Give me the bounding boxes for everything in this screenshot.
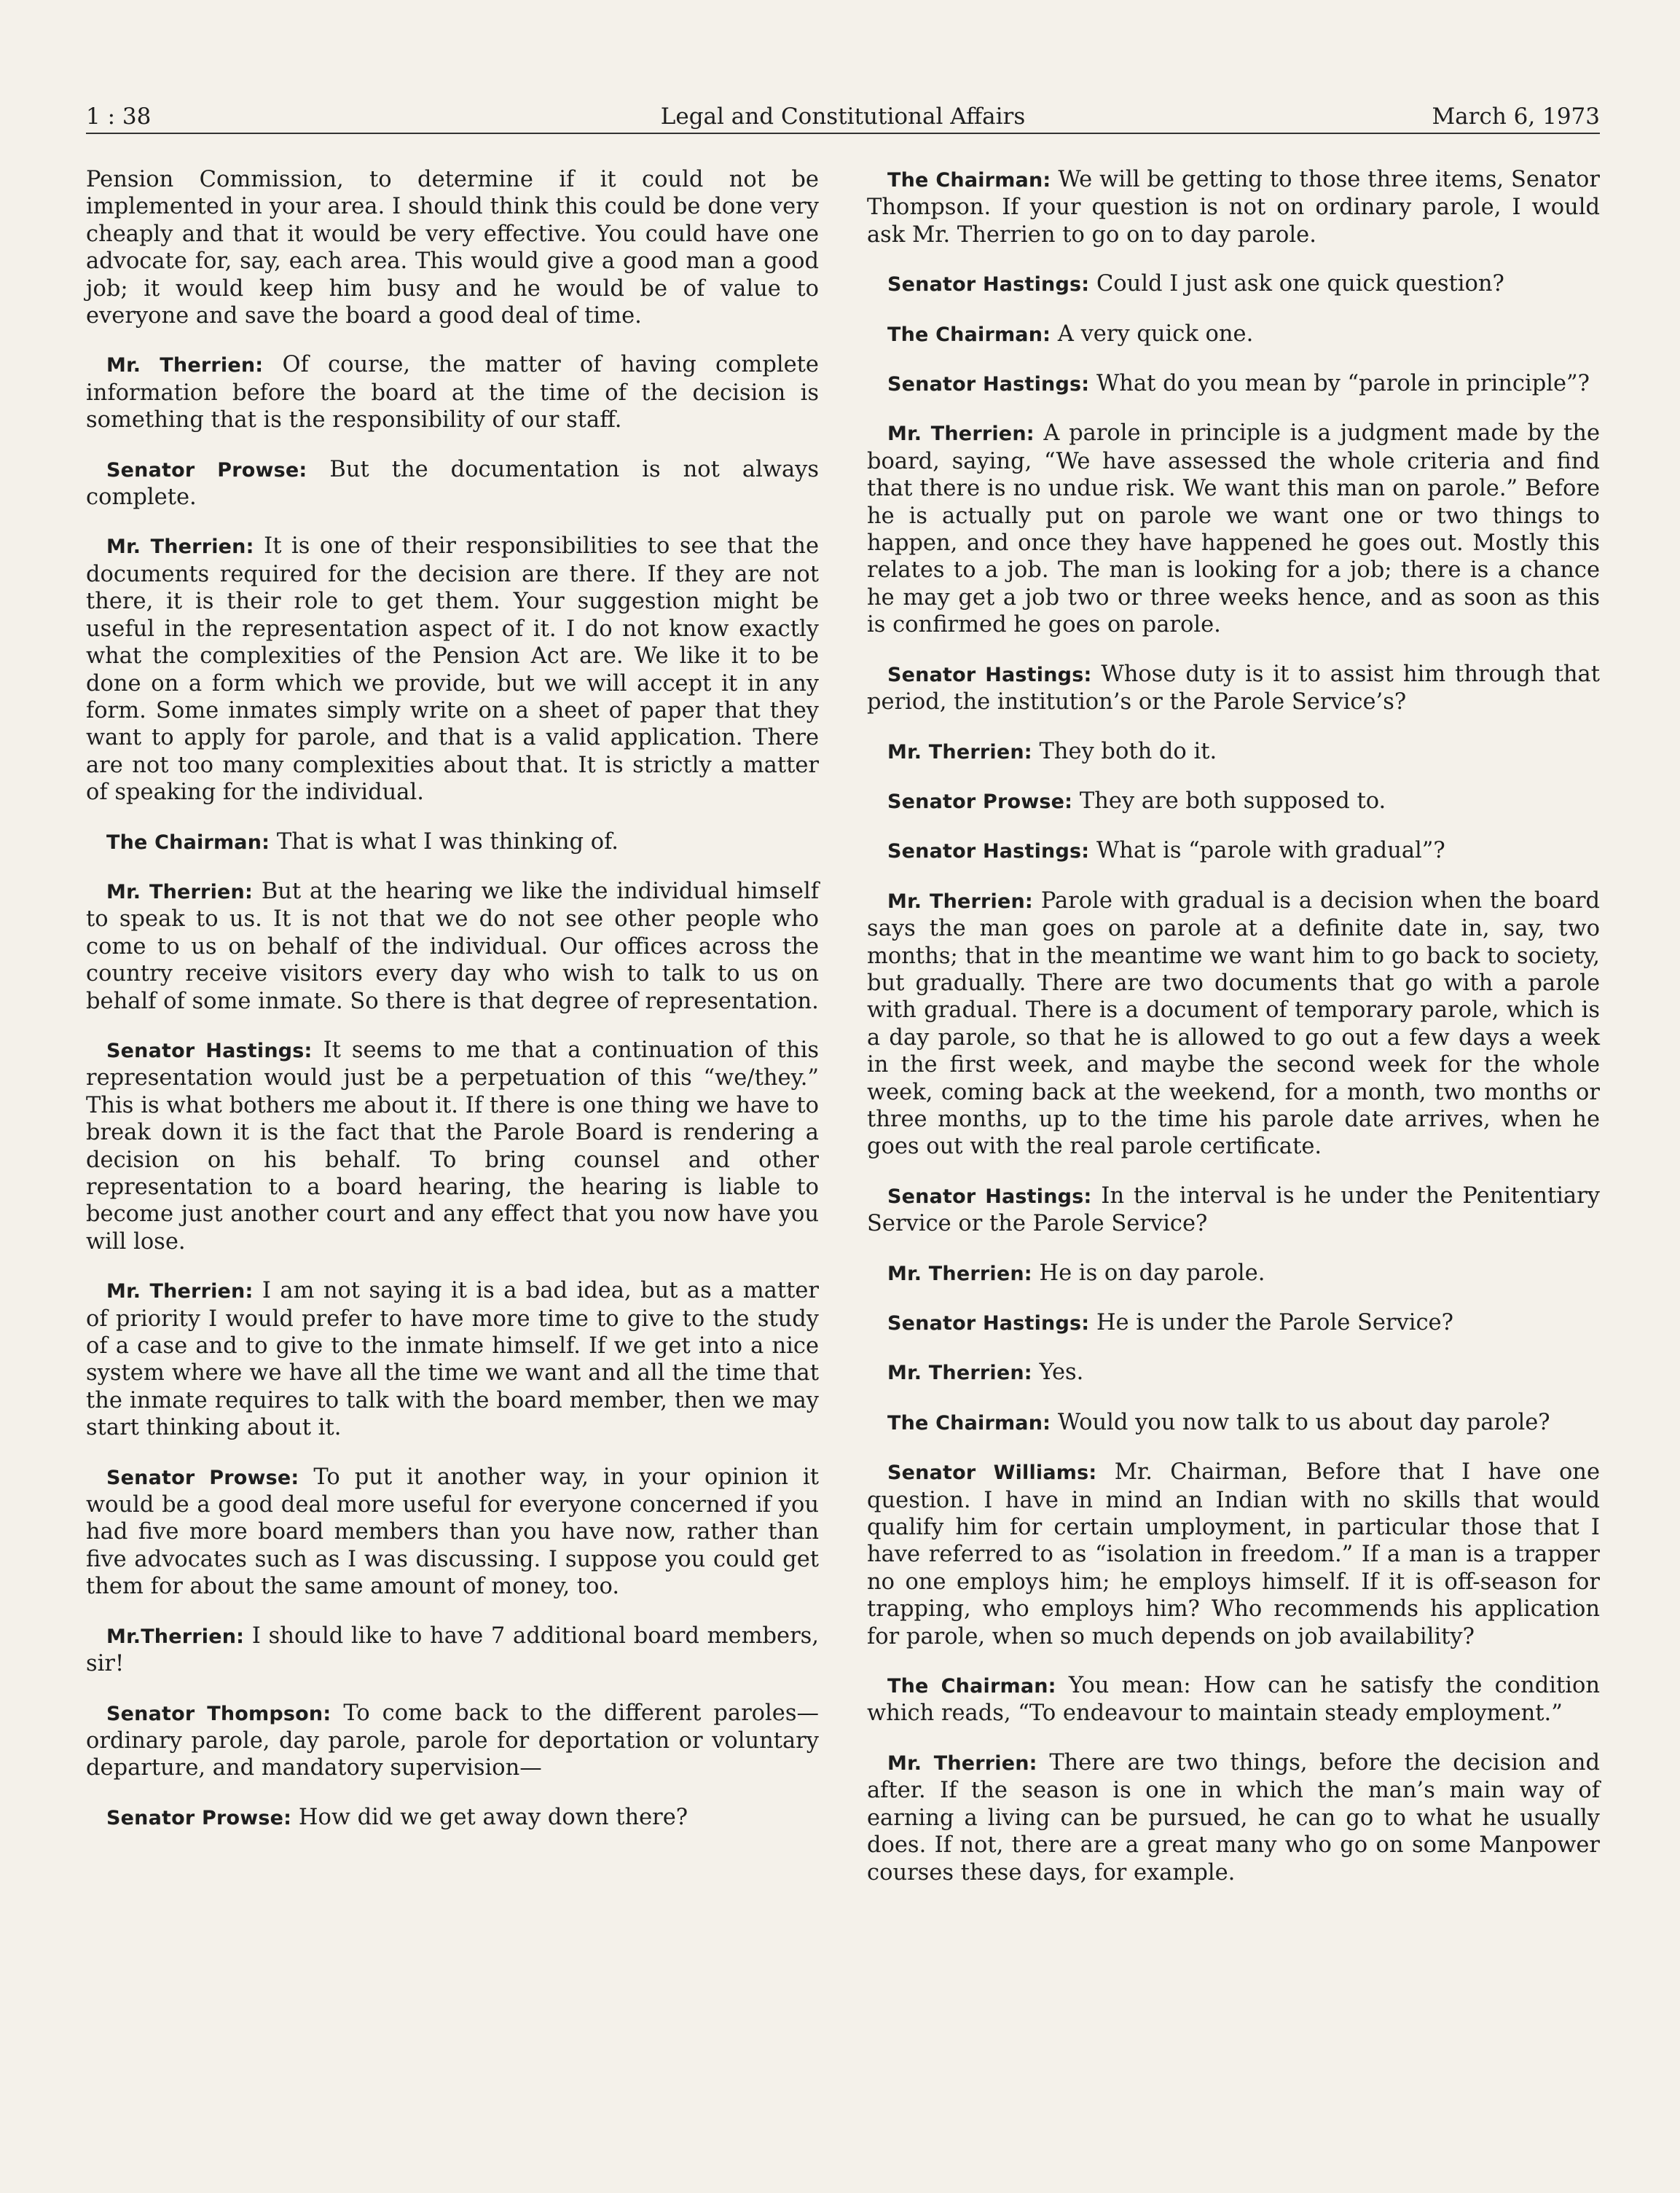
paragraph-text: That is what I was thinking of. bbox=[276, 828, 619, 855]
speaker-label: The Chairman: bbox=[887, 169, 1051, 192]
paragraph bbox=[867, 270, 1600, 298]
paragraph bbox=[867, 1182, 1600, 1238]
paragraph bbox=[86, 1700, 819, 1782]
paragraph-text: But at the hearing we like the individual himself to speak to us. It is not that we do not see other people who come to us on behalf of the individual. Our offices across the country receive visitors every day who wish to talk to us on behalf of some inmate. So there is that degree of representation. bbox=[86, 878, 819, 1014]
paragraph-text: What is “parole with gradual”? bbox=[1096, 838, 1445, 864]
paragraph-text: It seems to me that a continuation of this representation would just be a perpetuation of this “we/they.” This is what bothers me about it. If there is one thing we have to break down it is the fact that the Parole Board is rendering a decision on his behalf. To bring counsel and other representation to a board hearing, the hearing is liable to become just another court and any effect that you now have you will lose. bbox=[86, 1037, 819, 1255]
right-column bbox=[867, 166, 1600, 1908]
paragraph bbox=[867, 1359, 1600, 1386]
paragraph-text: How did we get away down there? bbox=[298, 1804, 688, 1830]
paragraph bbox=[867, 1409, 1600, 1437]
speaker-label: Senator Hastings: bbox=[887, 1185, 1092, 1208]
speaker-label: Mr. Therrien: bbox=[887, 423, 1035, 446]
paragraph-text: There are two things, before the decision and after. If the season is one in which the man’s main way of earning a living can be pursued, he can go to what he usually does. If not, there are a great many who go on some Manpower courses these days, for example. bbox=[867, 1749, 1600, 1886]
speaker-label: Mr. Therrien: bbox=[106, 354, 264, 377]
paragraph bbox=[867, 738, 1600, 766]
paragraph-text: Pension Commission, to determine if it could not be implemented in your area. I should think this could be done very cheaply and that it would be very effective. You could have one advocate for, say, each area. This would give a good man a good job; it would keep him busy and he would be of value to everyone and save the board a good deal of time. bbox=[86, 167, 819, 329]
paragraph bbox=[867, 1672, 1600, 1727]
paragraph bbox=[867, 166, 1600, 248]
paragraph bbox=[86, 166, 819, 329]
speaker-label: Senator Hastings: bbox=[887, 373, 1090, 396]
speaker-label: The Chairman: bbox=[887, 323, 1051, 346]
speaker-label: Mr. Therrien: bbox=[106, 880, 253, 903]
speaker-label: The Chairman: bbox=[887, 1411, 1051, 1435]
speaker-label: Senator Hastings: bbox=[887, 663, 1092, 686]
paragraph bbox=[867, 1749, 1600, 1886]
speaker-label: Mr. Therrien: bbox=[887, 1362, 1032, 1385]
paragraph bbox=[86, 828, 819, 856]
paragraph bbox=[867, 788, 1600, 815]
paragraph-text: Mr. Chairman, Before that I have one question. I have in mind an Indian with no skills that would qualify him for certain umployment, in particular those that I have referred to as “isolation in freedom.” If a man is a trapper no one employs him; he employs himself. If it is off-season for trapping, who employs him? Who recommends his application for parole, when so much depends on job availability? bbox=[867, 1459, 1600, 1649]
paragraph-text: They are both supposed to. bbox=[1079, 788, 1386, 814]
paragraph-text: I should like to have 7 additional board members, sir! bbox=[86, 1623, 820, 1677]
paragraph-text: To put it another way, in your opinion it would be a good deal more useful for everyone concerned if you had five more board members than you have now, rather than five advocates such as I was discussing. I suppose you could get them for about the same amount of money, too. bbox=[86, 1464, 819, 1600]
paragraph-text: A very quick one. bbox=[1057, 321, 1254, 347]
paragraph-text: Would you now talk to us about day parole? bbox=[1057, 1409, 1550, 1435]
paragraph bbox=[86, 1037, 819, 1255]
speaker-label: Mr. Therrien: bbox=[887, 740, 1032, 764]
paragraph bbox=[86, 456, 819, 511]
speaker-label: Mr. Therrien: bbox=[887, 1751, 1037, 1775]
paragraph bbox=[867, 661, 1600, 716]
paragraph bbox=[867, 887, 1600, 1161]
paragraph bbox=[86, 533, 819, 806]
paragraph bbox=[867, 837, 1600, 865]
paragraph-text: To come back to the different paroles—ordinary parole, day parole, parole for deportation or voluntary departure, and mandatory supervision— bbox=[86, 1700, 820, 1781]
speaker-label: Senator Prowse: bbox=[887, 790, 1073, 813]
paragraph bbox=[867, 321, 1600, 348]
paragraph-text: It is one of their responsibilities to see that the documents required for the decision are there. If they are not there, it is their role to get them. Your suggestion might be useful in the representation aspect of it. I do not know exactly what the complexities of the Pension Act are. We like it to be done on a form which we provide, but we will accept it in any form. Some inmates simply write on a sheet of paper that they want to apply for parole, and that is a valid application. There are not too many complexities about that. It is strictly a matter of speaking for the individual. bbox=[86, 533, 819, 806]
speaker-label: Mr. Therrien: bbox=[106, 1280, 254, 1303]
paragraph bbox=[867, 420, 1600, 638]
speaker-label: Senator Hastings: bbox=[887, 840, 1090, 863]
paragraph bbox=[867, 1309, 1600, 1337]
paragraph bbox=[86, 1277, 819, 1441]
paragraph bbox=[867, 1260, 1600, 1287]
speaker-label: Mr.Therrien: bbox=[106, 1625, 245, 1648]
speaker-label: The Chairman: bbox=[887, 1675, 1056, 1698]
speaker-label: The Chairman: bbox=[106, 831, 270, 854]
speaker-label: Mr. Therrien: bbox=[887, 890, 1033, 913]
paragraph-text: I am not saying it is a bad idea, but as a matter of priority I would prefer to have more time to give to the study of a case and to give to the inmate himself. If we get into a nice system where we have all the time we want and all the time that the inmate requires to talk with the board member, then we may start thinking about it. bbox=[86, 1278, 819, 1441]
speaker-label: Mr. Therrien: bbox=[887, 1262, 1032, 1285]
speaker-label: Senator Prowse: bbox=[106, 458, 307, 482]
paragraph-text: You mean: How can he satisfy the condition which reads, “To endeavour to maintain steady employment.” bbox=[867, 1673, 1600, 1727]
left-column bbox=[86, 166, 819, 1853]
paragraph-text: In the interval is he under the Penitentiary Service or the Parole Service? bbox=[867, 1182, 1600, 1237]
paragraph-text: But the documentation is not always complete. bbox=[86, 456, 820, 511]
paragraph bbox=[86, 1623, 819, 1678]
paragraph-text: What do you mean by “parole in principle”? bbox=[1096, 371, 1590, 397]
publication-title: Legal and Constitutional Affairs bbox=[660, 103, 1026, 130]
speaker-label: Senator Thompson: bbox=[106, 1702, 331, 1725]
paragraph-text: He is under the Parole Service? bbox=[1096, 1310, 1453, 1335]
speaker-label: Senator Hastings: bbox=[887, 1312, 1090, 1335]
paragraph-text: We will be getting to those three items, Senator Thompson. If your question is not on ordinary parole, I would ask Mr. Therrien to go on to day parole. bbox=[867, 167, 1601, 248]
speaker-label: Senator Prowse: bbox=[106, 1466, 299, 1489]
paragraph bbox=[86, 1464, 819, 1601]
paragraph bbox=[867, 1459, 1600, 1650]
speaker-label: Mr. Therrien: bbox=[106, 536, 254, 559]
paragraph bbox=[86, 878, 819, 1015]
speaker-label: Senator Williams: bbox=[887, 1462, 1097, 1485]
paragraph bbox=[86, 351, 819, 434]
speaker-label: Senator Hastings: bbox=[106, 1039, 313, 1062]
paragraph-text: Could I just ask one quick question? bbox=[1096, 271, 1504, 297]
speaker-label: Senator Hastings: bbox=[887, 273, 1090, 297]
publication-date: March 6, 1973 bbox=[1432, 103, 1600, 130]
paragraph-text: They both do it. bbox=[1039, 738, 1217, 764]
paragraph-text: Of course, the matter of having complete information before the board at the time of the decision is something that is the responsibility of our staff. bbox=[86, 352, 819, 434]
paragraph-text: He is on day parole. bbox=[1039, 1260, 1265, 1286]
paragraph bbox=[86, 1804, 819, 1832]
paragraph-text: A parole in principle is a judgment made by the board, saying, “We have assessed the whole criteria and find that there is no undue risk. We want this man on parole.” Before he is actually put on parole we want one or two things to happen, and once they have happened he goes out. Mostly this relates to a job. The man is looking for a job; there is a chance he may get a job two or three weeks hence, and as soon as this is confirmed he goes on parole. bbox=[867, 420, 1600, 638]
speaker-label: Senator Prowse: bbox=[106, 1806, 292, 1829]
paragraph bbox=[867, 370, 1600, 398]
paragraph-text: Parole with gradual is a decision when the board says the man goes on parole at a definite date in, say, two months; that in the meantime we want him to go back to society, but gradually. There are two documents that go with a parole with gradual. There is a document of temporary parole, which is a day parole, so that he is allowed to go out a few days a week in the first week, and maybe the second week for the whole week, coming back at the weekend, for a month, two months or three months, up to the time his parole date arrives, when he goes out with the real parole certificate. bbox=[867, 887, 1600, 1160]
page-header bbox=[86, 101, 1600, 134]
paragraph-text: Yes. bbox=[1039, 1360, 1084, 1386]
paragraph-text: Whose duty is it to assist him through that period, the institution’s or the Parole Service’s? bbox=[867, 661, 1600, 715]
page-number: 1 : 38 bbox=[86, 103, 152, 130]
